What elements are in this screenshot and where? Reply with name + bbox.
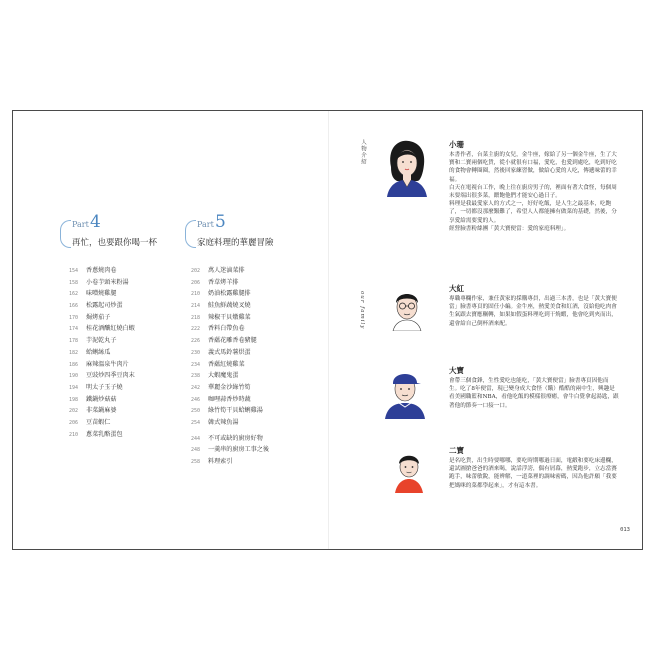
toc-page-number: 218 (191, 314, 201, 321)
toc-title: 芋泥乾丸子 (86, 337, 117, 345)
toc-title: 鮭魚鮮蔬燒叉燒 (208, 302, 251, 310)
toc-entry (191, 288, 269, 300)
toc-page-number: 186 (69, 361, 79, 368)
toc-entry (69, 394, 135, 406)
toc-entry (69, 288, 135, 300)
description-paragraph: 白天在電視台工作，晚上往在廚房男子的，裡面有著大食怪，每個周末要端出很多菜，餵飽他們才能安心過日子。 (449, 184, 617, 200)
toc-title: 非菜鍋麻婆 (86, 407, 117, 415)
toc-title: 豆苗蝦仁 (86, 418, 111, 426)
description-paragraph: 經營臉書粉絲團「黃大寶便當：愛的家庭料理」。 (449, 225, 570, 232)
toc-entry (69, 335, 135, 347)
toc-page-number: 210 (191, 291, 201, 298)
toc-page-number: 194 (69, 384, 79, 391)
toc-title: 桂花酒釀紅燒白蝦 (86, 325, 135, 333)
toc-title: 麻辣溫泉牛肉片 (86, 360, 129, 368)
portrait-dahong (387, 287, 427, 335)
woman-portrait-icon (379, 137, 435, 197)
toc-entry (191, 417, 269, 429)
description-paragraph: 是名吃貨，出生時要哪哪，要吃時期哪過日面，電緞和要吃床邊欄，還試圖搶爸爸的酒來喝，說話浮誇，偶有屑幕，熱愛跑步，立志當賽跑手，味蕾敏銳，能辨解，一道菜裡的調味密碼，因為他許願「我要把媽咪的菜都學起來」，才有這本書。 (449, 458, 617, 489)
toc-page-number: 178 (69, 338, 79, 345)
toc-entry (69, 359, 135, 371)
person-name: 小珊 (449, 140, 464, 149)
toc-title: 香蘊花雕香卷豬腿 (208, 337, 257, 345)
toc-entry-extra (191, 444, 269, 456)
toc-entry (191, 405, 269, 417)
part-label: Part (72, 220, 89, 229)
toc-entry (191, 277, 269, 289)
toc-entry (191, 347, 269, 359)
portrait-erbao (389, 449, 429, 497)
toc-entry (191, 312, 269, 324)
toc-entry (69, 429, 135, 441)
toc-entry (69, 417, 135, 429)
person-description (449, 151, 619, 233)
toc-page-number: 248 (191, 447, 201, 454)
part-5 (185, 212, 300, 252)
toc-title: 一羹串的廚房工事之後 (208, 446, 269, 454)
toc-page-number: 154 (69, 268, 79, 274)
toc-entry (191, 382, 269, 394)
toc-page-number: 174 (69, 326, 79, 333)
toc-title: 焗烤茄子 (86, 313, 111, 321)
person-description (449, 377, 619, 410)
toc-entry (191, 394, 269, 406)
toc-entry-extra (191, 456, 269, 468)
toc-title: 香料白帶魚卷 (208, 325, 245, 333)
man-glasses-portrait-icon (387, 287, 427, 331)
toc-title: 華麗金沙綠竹筍 (208, 383, 251, 391)
toc-entry (191, 359, 269, 371)
toc-page-number: 238 (191, 373, 201, 380)
toc-page-number: 206 (191, 279, 201, 286)
toc-title: 韓式辣魚湯 (208, 418, 239, 426)
part-4-heading (60, 212, 175, 252)
bracket-ornament (60, 220, 71, 248)
toc-page-number: 202 (191, 268, 201, 274)
right-page (329, 111, 644, 549)
person-name: 大寶 (449, 366, 464, 375)
toc-title: 香蘊紅燒雞菜 (208, 360, 245, 368)
toc-page-number: 198 (69, 396, 79, 403)
toc-page-number: 190 (69, 373, 79, 380)
toc-title: 萬人迷滷菜排 (208, 267, 245, 274)
toc-part-4 (69, 265, 135, 440)
person-description (449, 457, 619, 490)
toc-part-5 (191, 265, 269, 468)
toc-page-number: 162 (69, 291, 79, 298)
toc-entry (191, 323, 269, 335)
toc-entry (69, 347, 135, 359)
toc-page-number: 166 (69, 303, 79, 310)
toc-entry (69, 265, 135, 277)
toc-page-number: 250 (191, 408, 201, 415)
part-label: Part (197, 220, 214, 229)
description-paragraph: 專職專欄作家，兼任黃家的採購專員，出過三本書，也是「黃大寶便當」臉書專頁的固任小編。金牛座，熱愛美食和紅酒，沒給他吃肉會生氣跟去寶應輾轉，如果如假蛋料理吃到干燒蝦，他會吃到夾而出，還會給自己倒杯酒來配。 (449, 296, 617, 327)
toc-entry-extra (191, 433, 269, 445)
toc-title: 香草烤羊排 (208, 278, 239, 286)
toc-page-number: 222 (191, 326, 201, 333)
side-label-characters: 人物介紹 (360, 139, 366, 165)
person-description (449, 295, 619, 328)
part-title: 再忙，也要跟你喝一杯 (72, 238, 158, 248)
toc-title: 料理索引 (208, 458, 233, 465)
toc-entry (191, 265, 269, 277)
toc-title: 綠竹筍干貝蛤蜊雞湯 (208, 407, 263, 415)
toc-page-number: 244 (191, 435, 201, 442)
toc-title: 大蝦魔鬼蛋 (208, 372, 239, 380)
toc-page-number: 214 (191, 303, 201, 310)
toc-page-number: 170 (69, 314, 79, 321)
toc-page-number: 242 (191, 384, 201, 391)
side-label-our-family: our family (359, 291, 365, 330)
toc-title: 松露起司炒蛋 (86, 302, 123, 310)
toc-entry (69, 312, 135, 324)
toc-page-number: 254 (191, 419, 201, 426)
toc-page-number: 226 (191, 338, 201, 345)
toc-entry (191, 335, 269, 347)
kid-portrait-icon (389, 449, 429, 493)
toc-entry (69, 382, 135, 394)
toc-page-number: 234 (191, 361, 201, 368)
toc-title: 辣椒干貝燉雞菜 (208, 313, 251, 321)
toc-entry (69, 300, 135, 312)
person-name: 大紅 (449, 284, 464, 293)
toc-page-number: 158 (69, 279, 79, 286)
part-4 (60, 212, 175, 252)
toc-title: 明太子玉子燒 (86, 383, 123, 391)
toc-page-number: 258 (191, 459, 201, 465)
toc-title: 蛤蜊絲瓜 (86, 348, 111, 356)
toc-page-number: 230 (191, 349, 201, 356)
toc-title: 味噌燒雞腿 (86, 290, 117, 298)
toc-entry (69, 405, 135, 417)
toc-entry (191, 370, 269, 382)
description-paragraph: 本書作者，台菜主廚的女兒，金牛座，嫁給了另一個金牛座，生了大寶和二寶兩個吃貨，從小就很有口福，愛吃，也愛到處吃，吃到好吃的食物會轉圈圈，然後回家練習做，做給心愛的人吃，傳遞味蕾的幸福。 (449, 152, 617, 183)
part-title: 家庭料理的華麗冒險 (197, 238, 274, 248)
toc-entry (69, 370, 135, 382)
toc-title: 不可或缺的廚房好物 (208, 434, 263, 442)
toc-title: 豆豉炒四季豆肉末 (86, 372, 135, 380)
toc-title: 咖哩蒜香炒時蔬 (208, 395, 251, 403)
portrait-dabao (381, 367, 429, 423)
person-name: 二寶 (449, 446, 464, 455)
part-5-heading (185, 212, 300, 252)
toc-entry (69, 323, 135, 335)
page-number: 013 (620, 527, 630, 533)
toc-page-number: 206 (69, 419, 79, 426)
boy-cap-portrait-icon (381, 367, 429, 419)
part-number: 4 (90, 212, 101, 232)
toc-page-number: 202 (69, 408, 79, 415)
toc-page-number: 246 (191, 396, 201, 403)
part-number: 5 (215, 212, 226, 232)
left-page (13, 111, 328, 549)
portrait-xiaoshan (379, 137, 435, 201)
toc-title: 義式馬鈴薯烘蛋 (208, 348, 251, 356)
toc-title: 香蔥燒肉卷 (86, 267, 117, 274)
toc-page-number: 182 (69, 349, 79, 356)
bracket-ornament (185, 220, 196, 248)
book-spread (12, 110, 643, 550)
description-paragraph: 會帶三個食鋒，生性愛吃也能吃，「黃大寶便當」臉書專頁因他而生。吃了8年便當，現已變身成大食怪（餓）酷酷的兩中生，興趣是看美國職籃和NBA，看他吃飯的模樣很療癒，會牛白覺拿起湯匙，跟著他的節奏一口接一口。 (449, 378, 619, 409)
toc-title: 小卷芋頭米粉湯 (86, 278, 129, 286)
toc-title: 鐵鍋炒菇菇 (86, 395, 117, 403)
toc-entry (191, 300, 269, 312)
toc-entry (69, 277, 135, 289)
description-paragraph: 料理是我最愛家人的方式之一，好好吃飯，是人生之最基本，吃飽了，一切都沒那麼艱難了，希望人人都能擁有做菜的基礎，然後，分享愛給需要愛的人。 (449, 201, 617, 224)
toc-page-number: 210 (69, 431, 79, 438)
toc-title: 奶油松露雞腿排 (208, 290, 251, 298)
toc-title: 蔥菜乳酪蛋包 (86, 430, 123, 438)
